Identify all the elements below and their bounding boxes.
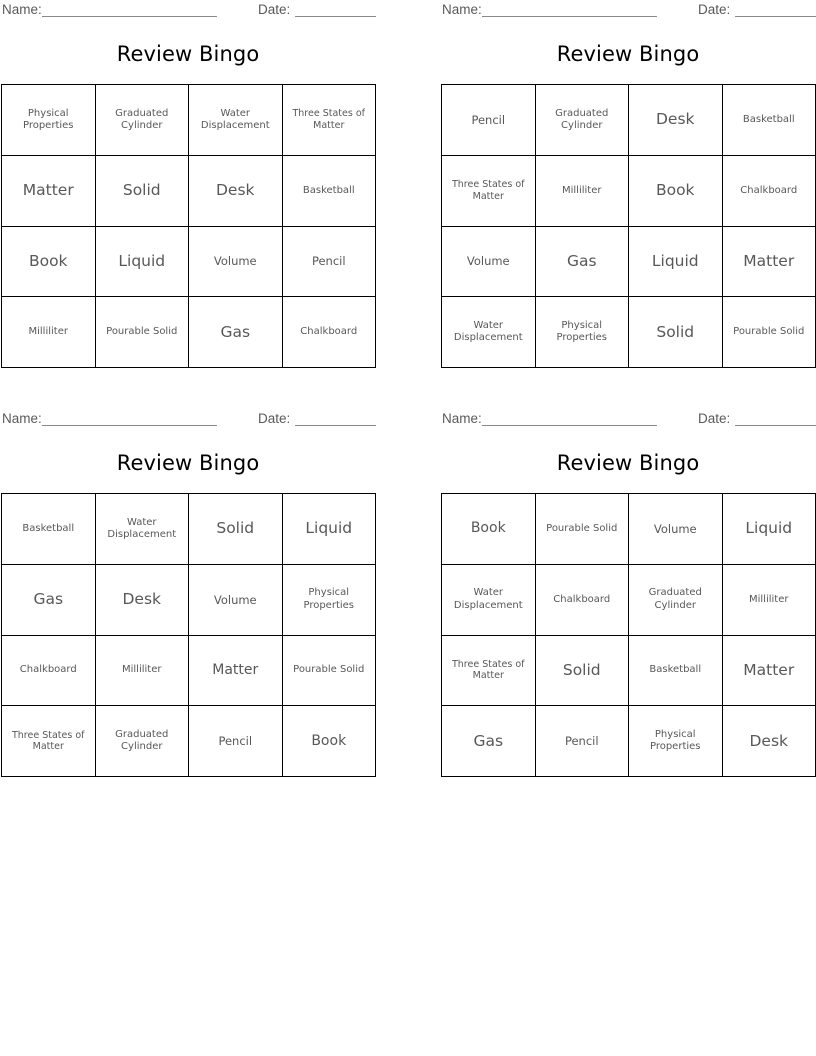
bingo-card-2 xyxy=(440,0,816,344)
bingo-row xyxy=(442,494,816,565)
bingo-cell[interactable]: Chalkboard xyxy=(282,297,376,368)
name-date-header xyxy=(0,0,376,22)
date-label: Date: xyxy=(258,411,291,426)
bingo-cell[interactable]: Gas xyxy=(189,297,283,368)
bingo-cell[interactable]: Book xyxy=(2,226,96,297)
bingo-cell[interactable]: Volume xyxy=(189,226,283,297)
bingo-cell[interactable]: Milliliter xyxy=(722,564,816,635)
bingo-cell[interactable]: Graduated Cylinder xyxy=(629,564,723,635)
bingo-row xyxy=(2,155,376,226)
bingo-grid xyxy=(441,493,816,777)
bingo-cell[interactable]: Liquid xyxy=(95,226,189,297)
bingo-cell[interactable]: Graduated Cylinder xyxy=(95,85,189,156)
bingo-row xyxy=(2,297,376,368)
bingo-grid xyxy=(441,84,816,368)
bingo-cell[interactable]: Three States of Matter xyxy=(442,635,536,706)
bingo-row xyxy=(2,226,376,297)
bingo-cell[interactable]: Book xyxy=(282,706,376,777)
bingo-cell[interactable]: Basketball xyxy=(2,494,96,565)
name-date-header xyxy=(440,0,816,22)
bingo-cell[interactable]: Physical Properties xyxy=(282,564,376,635)
name-write-line[interactable] xyxy=(42,425,217,426)
bingo-cell[interactable]: Basketball xyxy=(722,85,816,156)
date-write-line[interactable] xyxy=(295,425,376,426)
bingo-cell[interactable]: Pencil xyxy=(189,706,283,777)
bingo-cell[interactable]: Pencil xyxy=(282,226,376,297)
bingo-cell[interactable]: Graduated Cylinder xyxy=(95,706,189,777)
date-label: Date: xyxy=(698,2,731,17)
bingo-cell[interactable]: Liquid xyxy=(722,494,816,565)
date-write-line[interactable] xyxy=(735,16,816,17)
bingo-cell[interactable]: Pourable Solid xyxy=(95,297,189,368)
date-write-line[interactable] xyxy=(735,425,816,426)
name-label: Name: xyxy=(442,2,482,17)
name-label: Name: xyxy=(442,411,482,426)
bingo-row xyxy=(2,564,376,635)
bingo-row xyxy=(442,635,816,706)
bingo-row xyxy=(442,226,816,297)
bingo-cell[interactable]: Graduated Cylinder xyxy=(535,85,629,156)
bingo-cell[interactable]: Water Displacement xyxy=(442,297,536,368)
bingo-row xyxy=(442,564,816,635)
bingo-cell[interactable]: Basketball xyxy=(282,155,376,226)
bingo-cell[interactable]: Gas xyxy=(535,226,629,297)
name-write-line[interactable] xyxy=(42,16,217,17)
bingo-cell[interactable]: Chalkboard xyxy=(2,635,96,706)
bingo-cell[interactable]: Pourable Solid xyxy=(722,297,816,368)
bingo-cell[interactable]: Water Displacement xyxy=(442,564,536,635)
page-title: Review Bingo xyxy=(556,42,700,66)
name-write-line[interactable] xyxy=(482,425,657,426)
bingo-row xyxy=(442,706,816,777)
name-date-header xyxy=(440,409,816,431)
bingo-cell[interactable]: Chalkboard xyxy=(722,155,816,226)
bingo-cell[interactable]: Liquid xyxy=(629,226,723,297)
bingo-card-4 xyxy=(440,409,816,753)
bingo-row xyxy=(2,85,376,156)
bingo-cell[interactable]: Pourable Solid xyxy=(282,635,376,706)
bingo-cell[interactable]: Solid xyxy=(95,155,189,226)
bingo-row xyxy=(442,155,816,226)
bingo-cell[interactable]: Pourable Solid xyxy=(535,494,629,565)
bingo-cell[interactable]: Solid xyxy=(629,297,723,368)
bingo-cell[interactable]: Matter xyxy=(2,155,96,226)
bingo-cell[interactable]: Water Displacement xyxy=(189,85,283,156)
bingo-row xyxy=(442,297,816,368)
bingo-cell[interactable]: Three States of Matter xyxy=(2,706,96,777)
bingo-cell[interactable]: Milliliter xyxy=(2,297,96,368)
bingo-cell[interactable]: Matter xyxy=(722,635,816,706)
date-label: Date: xyxy=(258,2,291,17)
bingo-row xyxy=(2,635,376,706)
bingo-cell[interactable]: Basketball xyxy=(629,635,723,706)
name-write-line[interactable] xyxy=(482,16,657,17)
name-label: Name: xyxy=(2,411,42,426)
bingo-cell[interactable]: Matter xyxy=(189,635,283,706)
bingo-cell[interactable]: Desk xyxy=(189,155,283,226)
bingo-cell[interactable]: Volume xyxy=(629,494,723,565)
bingo-cell[interactable]: Liquid xyxy=(282,494,376,565)
date-label: Date: xyxy=(698,411,731,426)
bingo-grid xyxy=(1,493,376,777)
bingo-cell[interactable]: Gas xyxy=(442,706,536,777)
bingo-row xyxy=(2,494,376,565)
bingo-cell[interactable]: Volume xyxy=(189,564,283,635)
bingo-cell[interactable]: Desk xyxy=(629,85,723,156)
bingo-card-3 xyxy=(0,409,376,753)
bingo-cell[interactable]: Desk xyxy=(722,706,816,777)
bingo-cell[interactable]: Solid xyxy=(189,494,283,565)
bingo-cell[interactable]: Gas xyxy=(2,564,96,635)
bingo-cell[interactable]: Milliliter xyxy=(95,635,189,706)
page-title: Review Bingo xyxy=(556,451,700,475)
page-title: Review Bingo xyxy=(116,42,260,66)
bingo-cell[interactable]: Pencil xyxy=(535,706,629,777)
bingo-cell[interactable]: Chalkboard xyxy=(535,564,629,635)
bingo-cell[interactable]: Three States of Matter xyxy=(442,155,536,226)
bingo-cell[interactable]: Book xyxy=(629,155,723,226)
date-write-line[interactable] xyxy=(295,16,376,17)
bingo-cell[interactable]: Physical Properties xyxy=(535,297,629,368)
bingo-cell[interactable]: Desk xyxy=(95,564,189,635)
bingo-cell[interactable]: Water Displacement xyxy=(95,494,189,565)
bingo-cell[interactable]: Milliliter xyxy=(535,155,629,226)
bingo-cell[interactable]: Matter xyxy=(722,226,816,297)
bingo-cell[interactable]: Physical Properties xyxy=(2,85,96,156)
bingo-card-1 xyxy=(0,0,376,341)
page-title: Review Bingo xyxy=(116,451,260,475)
bingo-grid xyxy=(1,84,376,368)
bingo-cell[interactable]: Volume xyxy=(442,226,536,297)
bingo-cell[interactable]: Three States of Matter xyxy=(282,85,376,156)
bingo-cell[interactable]: Physical Properties xyxy=(629,706,723,777)
name-date-header xyxy=(0,409,376,431)
bingo-cell[interactable]: Solid xyxy=(535,635,629,706)
bingo-cell[interactable]: Book xyxy=(442,494,536,565)
bingo-row xyxy=(2,706,376,777)
bingo-row xyxy=(442,85,816,156)
name-label: Name: xyxy=(2,2,42,17)
bingo-cell[interactable]: Pencil xyxy=(442,85,536,156)
